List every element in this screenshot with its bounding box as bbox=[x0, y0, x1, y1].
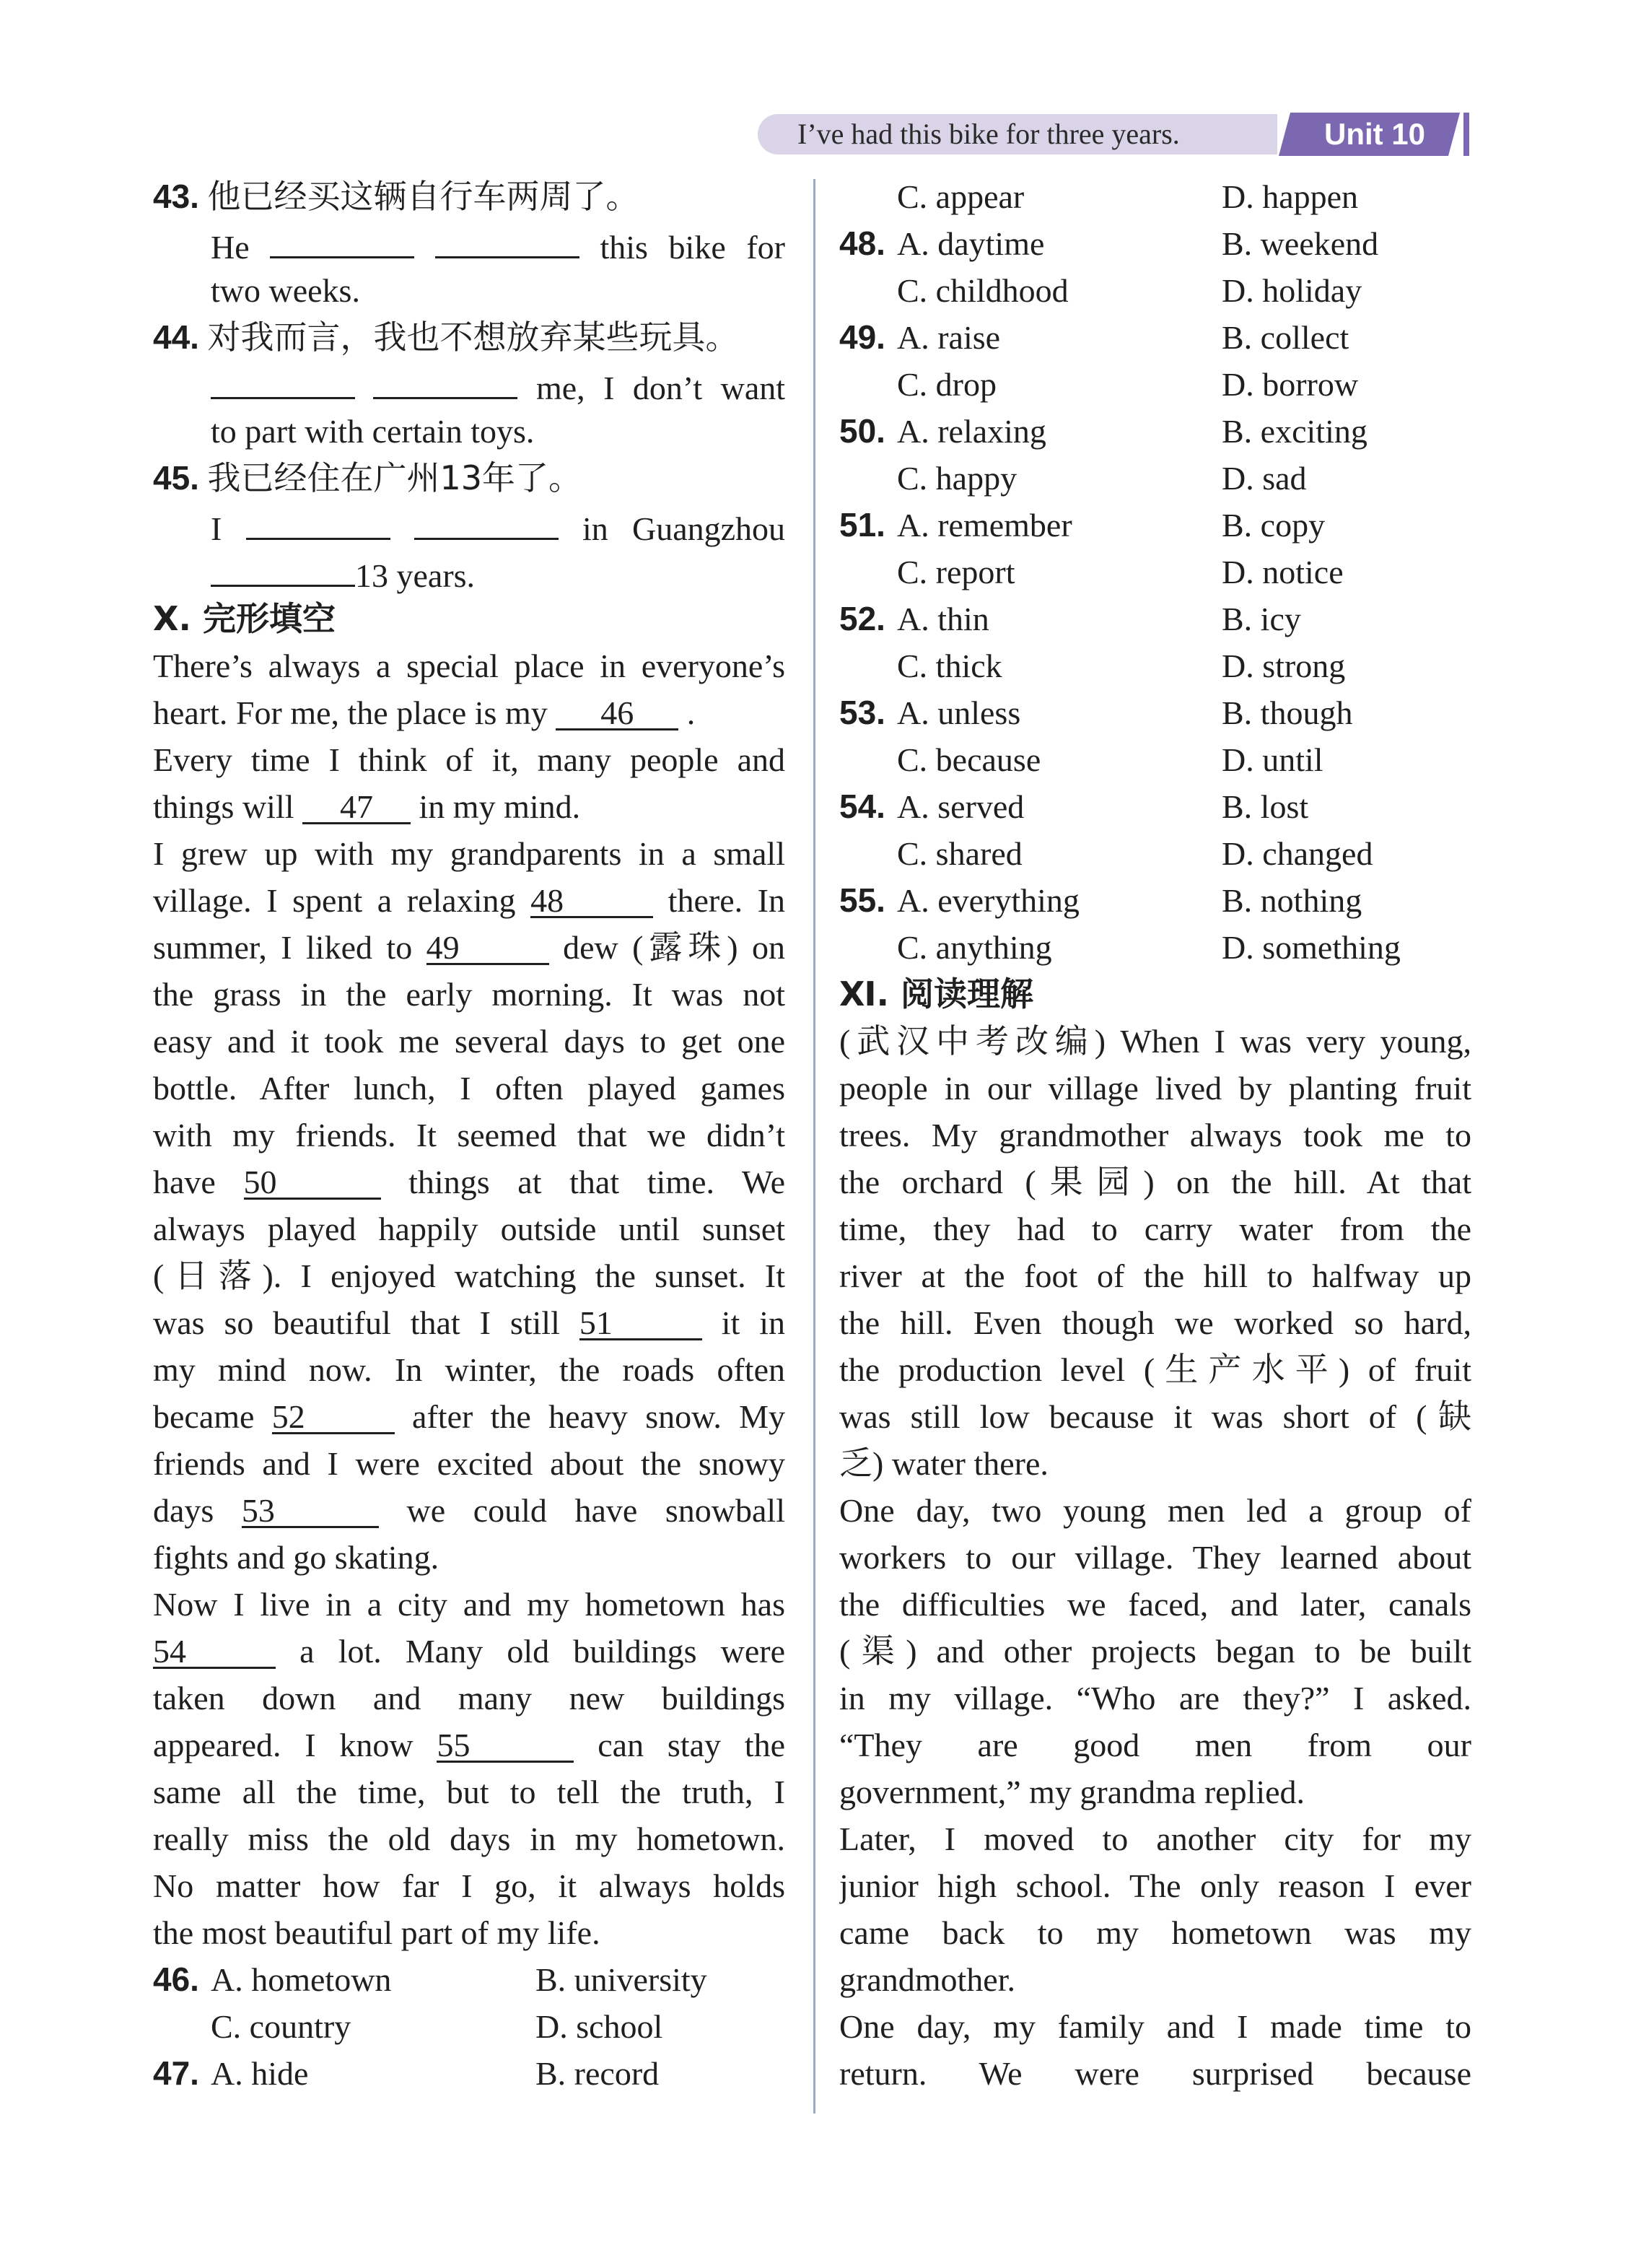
passage-line: the difficulties we faced, and later, canals bbox=[839, 1586, 1471, 1623]
option-row-54-cd bbox=[839, 830, 1471, 877]
option-row-51-ab bbox=[839, 502, 1471, 549]
cloze-passage: There’s always a special place in everyone’s heart. For me, the place is my 46 . Every time I think of it, many people and things will 47 in my mind. I grew up with my grandparents in a small village. I spent a relaxing 48 there. In summer, I liked to 49 dew (露珠) on the grass in the early morning. It was not easy and it took me several days to get one bottle. After lunch, I often played games with my friends. It seemed that we didn’t have 50 things at that time. We always played happily outside until sunset (日落). I enjoyed watching the sunset. It was so beautiful that I still 51 it in my mind now. In winter, the roads often became 52 after the heavy snow. My friends and I were excited about the snowy days 53 we could have snowball fights and go skating. Now I live in a city and my hometown has 54 a lot. Many old buildings were taken down and many new buildings appeared. I know 55 can stay the same all the time, but to tell the truth, I really miss the old days in my hometown. No matter how far I go, it always holds the most beautiful part of my life. bbox=[153, 647, 785, 1951]
option-a[interactable]: A. unless bbox=[897, 694, 1021, 731]
option-row-48-ab bbox=[839, 220, 1471, 267]
option-a[interactable]: A. hometown bbox=[211, 1961, 392, 1998]
question-number: 45. bbox=[153, 459, 199, 497]
section-heading-reading: Ⅺ. 阅读理解 bbox=[839, 974, 1034, 1013]
question-44-answer-line: me, I don’t want bbox=[153, 361, 785, 408]
cloze-blank-46[interactable]: 46 bbox=[556, 692, 678, 730]
passage-line: workers to our village. They learned about bbox=[839, 1539, 1471, 1576]
option-d[interactable]: D. changed bbox=[1222, 835, 1373, 872]
option-row-47-cd bbox=[839, 173, 1471, 220]
question-43-continuation: two weeks. bbox=[211, 272, 360, 309]
option-row-49-ab bbox=[839, 314, 1471, 361]
option-d[interactable]: D. sad bbox=[1222, 460, 1307, 497]
option-c[interactable]: C. happy bbox=[897, 460, 1017, 497]
question-43-prompt bbox=[153, 173, 785, 220]
option-a[interactable]: A. thin bbox=[897, 601, 989, 637]
option-row-49-cd bbox=[839, 361, 1471, 408]
passage-line: river at the foot of the hill to halfway up bbox=[839, 1257, 1471, 1294]
option-c[interactable]: C. thick bbox=[897, 647, 1002, 684]
option-row-50-ab bbox=[839, 408, 1471, 455]
option-row-48-cd bbox=[839, 267, 1471, 314]
options-list bbox=[839, 220, 1471, 971]
option-b[interactable]: B. nothing bbox=[1222, 882, 1362, 919]
unit-label: Unit 10 bbox=[1323, 117, 1426, 151]
question-number: 43. bbox=[153, 178, 199, 215]
option-row-46-ab: 46. A. hometown B. university bbox=[153, 1956, 785, 2003]
option-c[interactable]: C. shared bbox=[897, 835, 1023, 872]
option-b[interactable]: B. record bbox=[535, 2055, 660, 2092]
left-column bbox=[153, 173, 785, 2097]
answer-blank[interactable] bbox=[414, 502, 559, 540]
question-45-prompt bbox=[153, 455, 785, 502]
question-45-answer-line: I in Guangzhou bbox=[153, 502, 785, 549]
option-a[interactable]: A. raise bbox=[897, 319, 1001, 356]
option-row-53-ab bbox=[839, 689, 1471, 736]
option-c[interactable]: C. anything bbox=[897, 929, 1052, 966]
option-row-53-cd bbox=[839, 736, 1471, 783]
section-heading-cloze: Ⅹ. 完形填空 bbox=[153, 599, 336, 638]
question-number: 48. bbox=[839, 224, 885, 262]
passage-line: (武汉中考改编) When I was very young, bbox=[839, 1023, 1471, 1060]
question-chinese: 我已经住在广州13年了。 bbox=[207, 458, 582, 497]
question-44-continuation: to part with certain toys. bbox=[211, 413, 535, 450]
question-chinese: 对我而言，我也不想放弃某些玩具。 bbox=[207, 318, 739, 357]
passage-line: (渠) and other projects began to be built bbox=[839, 1633, 1471, 1670]
cloze-blank-53[interactable]: 53 bbox=[242, 1490, 379, 1528]
right-column bbox=[839, 173, 1471, 2097]
passage-line: came back to my hometown was my bbox=[839, 1914, 1471, 1951]
option-a[interactable]: A. daytime bbox=[897, 225, 1045, 262]
option-b[interactable]: B. icy bbox=[1222, 601, 1301, 637]
passage-line: the orchard (果园) on the hill. At that bbox=[839, 1164, 1471, 1200]
answer-blank[interactable] bbox=[211, 361, 355, 399]
question-number: 49. bbox=[839, 318, 885, 356]
question-number: 44. bbox=[153, 318, 199, 356]
answer-blank[interactable] bbox=[435, 220, 579, 258]
option-row-54-ab bbox=[839, 783, 1471, 830]
option-d[interactable]: D. strong bbox=[1222, 647, 1346, 684]
option-a[interactable]: A. remember bbox=[897, 507, 1072, 544]
passage-line: junior high school. The only reason I ever bbox=[839, 1867, 1471, 1904]
passage-line: 乏) water there. bbox=[839, 1445, 1049, 1482]
cloze-blank-51[interactable]: 51 bbox=[579, 1302, 702, 1340]
passage-line: in my village. “Who are they?” I asked. bbox=[839, 1680, 1471, 1717]
option-b[interactable]: B. lost bbox=[1222, 788, 1309, 825]
passage-line: trees. My grandmother always took me to bbox=[839, 1117, 1471, 1153]
option-d[interactable]: D. holiday bbox=[1222, 272, 1362, 309]
cloze-blank-47[interactable]: 47 bbox=[302, 786, 411, 824]
option-c[interactable]: C. country bbox=[211, 2008, 351, 2045]
option-d[interactable]: D. something bbox=[1222, 929, 1401, 966]
question-45-continuation: 13 years. bbox=[153, 549, 785, 596]
option-a[interactable]: A. served bbox=[897, 788, 1025, 825]
option-c[interactable]: C. drop bbox=[897, 366, 997, 403]
question-number: 50. bbox=[839, 412, 885, 450]
page-running-title: I’ve had this bike for three years. bbox=[797, 118, 1180, 150]
option-row-46-cd bbox=[153, 2003, 785, 2050]
option-row-50-cd bbox=[839, 455, 1471, 502]
answer-blank[interactable] bbox=[211, 549, 355, 587]
question-44-prompt bbox=[153, 314, 785, 361]
answer-blank[interactable] bbox=[373, 361, 517, 399]
header-stripe bbox=[1463, 113, 1469, 156]
option-row-55-cd bbox=[839, 924, 1471, 971]
option-d[interactable]: D. notice bbox=[1222, 554, 1344, 590]
option-d[interactable]: D. school bbox=[535, 2008, 663, 2045]
option-b[interactable]: B. university bbox=[535, 1961, 707, 1998]
cloze-blank-50[interactable]: 50 bbox=[244, 1161, 381, 1200]
cloze-blank-48[interactable]: 48 bbox=[530, 880, 653, 918]
cloze-blank-52[interactable]: 52 bbox=[272, 1396, 395, 1434]
passage-line: Later, I moved to another city for my bbox=[839, 1820, 1471, 1857]
cloze-blank-54[interactable]: 54 bbox=[153, 1631, 276, 1669]
column-divider bbox=[813, 179, 815, 2114]
passage-line: return. We were surprised because bbox=[839, 2055, 1471, 2092]
option-c[interactable]: C. report bbox=[897, 554, 1015, 590]
question-43-answer-line: He this bike for bbox=[153, 220, 785, 267]
option-c[interactable]: C. because bbox=[897, 741, 1041, 778]
passage-line: the production level (生产水平) of fruit bbox=[839, 1351, 1471, 1388]
option-b[interactable]: B. weekend bbox=[1222, 225, 1379, 262]
passage-line: people in our village lived by planting fruit bbox=[839, 1070, 1471, 1107]
option-b[interactable]: B. though bbox=[1222, 694, 1353, 731]
answer-blank[interactable] bbox=[246, 502, 390, 540]
option-row-55-ab bbox=[839, 877, 1471, 924]
passage-line: the hill. Even though we worked so hard, bbox=[839, 1304, 1471, 1341]
option-row-52-cd bbox=[839, 642, 1471, 689]
option-b[interactable]: B. collect bbox=[1222, 319, 1349, 356]
option-c[interactable]: C. appear bbox=[897, 178, 1025, 215]
question-number: 54. bbox=[839, 788, 885, 825]
option-c[interactable]: C. childhood bbox=[897, 272, 1069, 309]
option-d[interactable]: D. happen bbox=[1222, 178, 1359, 215]
option-d[interactable]: D. until bbox=[1222, 741, 1323, 778]
cloze-blank-49[interactable]: 49 bbox=[426, 927, 549, 965]
question-number: 51. bbox=[839, 506, 885, 544]
option-b[interactable]: B. copy bbox=[1222, 507, 1326, 544]
reading-passage bbox=[839, 1018, 1471, 2097]
passage-line: time, they had to carry water from the bbox=[839, 1211, 1471, 1247]
passage-line: One day, my family and I made time to bbox=[839, 2008, 1471, 2045]
option-d[interactable]: D. borrow bbox=[1222, 366, 1359, 403]
option-a[interactable]: A. hide bbox=[211, 2055, 309, 2092]
passage-line: One day, two young men led a group of bbox=[839, 1492, 1471, 1529]
option-a[interactable]: A. relaxing bbox=[897, 413, 1046, 450]
passage-line: government,” my grandma replied. bbox=[839, 1774, 1305, 1810]
question-number: 53. bbox=[839, 694, 885, 731]
passage-line: “They are good men from our bbox=[839, 1727, 1471, 1763]
option-row-47-ab: 47. A. hide B. record bbox=[153, 2050, 785, 2097]
option-a[interactable]: A. everything bbox=[897, 882, 1080, 919]
passage-line: was still low because it was short of (缺 bbox=[839, 1398, 1471, 1435]
question-chinese: 他已经买这辆自行车两周了。 bbox=[207, 177, 639, 216]
question-number: 52. bbox=[839, 600, 885, 637]
passage-line: grandmother. bbox=[839, 1961, 1015, 1998]
question-number: 55. bbox=[839, 881, 885, 919]
option-row-51-cd bbox=[839, 549, 1471, 596]
cloze-blank-55[interactable]: 55 bbox=[437, 1724, 574, 1763]
option-row-52-ab bbox=[839, 596, 1471, 642]
answer-blank[interactable] bbox=[270, 220, 414, 258]
option-b[interactable]: B. exciting bbox=[1222, 413, 1367, 450]
